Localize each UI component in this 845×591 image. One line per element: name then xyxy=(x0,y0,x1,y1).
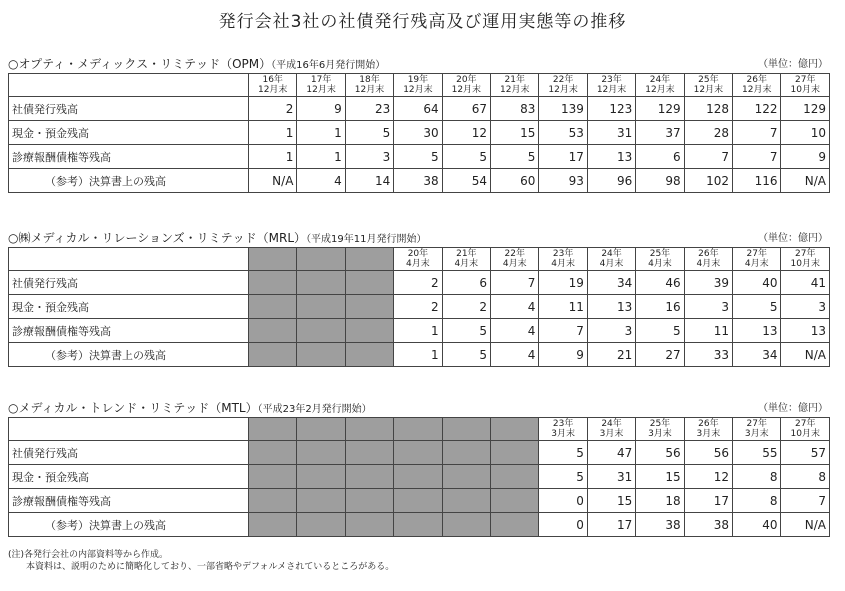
table-row xyxy=(9,169,830,193)
value-cell: N/A xyxy=(781,343,830,367)
period-year: 17年 xyxy=(310,75,332,85)
value-cell: 98 xyxy=(636,169,684,193)
row-label: 社債発行残高 xyxy=(9,97,249,121)
shaded-header-cell xyxy=(345,248,393,271)
shaded-cell xyxy=(394,441,442,465)
period-year: 24年 xyxy=(601,249,622,259)
value-cell: 1 xyxy=(249,145,297,169)
footnotes xyxy=(8,549,394,573)
value-cell: 1 xyxy=(249,121,297,145)
period-month: 12月末 xyxy=(596,85,627,95)
unit-label: （単位：億円） xyxy=(758,59,828,70)
shaded-cell xyxy=(297,441,345,465)
period-header xyxy=(587,418,635,441)
value-cell: 9 xyxy=(539,343,587,367)
period-header xyxy=(539,74,587,97)
value-cell: 8 xyxy=(781,465,830,489)
period-year: 20年 xyxy=(407,249,429,259)
period-month: 3月末 xyxy=(599,429,624,439)
shaded-cell xyxy=(394,489,442,513)
value-cell: 37 xyxy=(636,121,684,145)
table-row xyxy=(9,271,830,295)
header-row xyxy=(9,418,830,441)
value-cell: 4 xyxy=(491,343,539,367)
section-header xyxy=(8,400,830,416)
period-month: 3月末 xyxy=(551,429,575,439)
period-year: 26年 xyxy=(698,249,719,259)
value-cell: 15 xyxy=(636,465,684,489)
shaded-cell xyxy=(345,271,393,295)
period-header xyxy=(684,418,732,441)
period-year: 19年 xyxy=(407,75,429,85)
period-header xyxy=(442,74,490,97)
table-row xyxy=(9,145,830,169)
shaded-cell xyxy=(394,465,442,489)
table-row xyxy=(9,295,830,319)
row-label: 診療報酬債権等残高 xyxy=(9,489,249,513)
value-cell: 46 xyxy=(636,271,684,295)
value-cell: 2 xyxy=(442,295,490,319)
value-cell: 17 xyxy=(684,489,732,513)
value-cell: 41 xyxy=(781,271,830,295)
table-row xyxy=(9,465,830,489)
period-month: 12月末 xyxy=(354,85,385,95)
value-cell: 14 xyxy=(345,169,393,193)
value-cell: 7 xyxy=(733,145,781,169)
period-month: 12月末 xyxy=(403,85,433,95)
value-cell: 96 xyxy=(587,169,635,193)
shaded-cell xyxy=(345,343,393,367)
period-year: 20年 xyxy=(456,75,477,85)
shaded-cell xyxy=(345,319,393,343)
value-cell: 7 xyxy=(491,271,539,295)
period-header xyxy=(491,74,539,97)
value-cell: 17 xyxy=(587,513,635,537)
period-year: 22年 xyxy=(504,249,525,259)
value-cell: 1 xyxy=(297,121,345,145)
period-month: 12月末 xyxy=(693,85,724,95)
value-cell: 34 xyxy=(587,271,635,295)
value-cell: 102 xyxy=(684,169,732,193)
value-cell: 40 xyxy=(733,513,781,537)
page-title: 発行会社3社の社債発行残高及び運用実態等の推移 xyxy=(218,12,627,32)
data-table xyxy=(8,247,830,367)
value-cell: 13 xyxy=(733,319,781,343)
value-cell: 9 xyxy=(297,97,345,121)
table-row xyxy=(9,489,830,513)
period-header xyxy=(394,248,442,271)
period-header xyxy=(249,74,297,97)
value-cell: 129 xyxy=(636,97,684,121)
value-cell: 21 xyxy=(587,343,635,367)
value-cell: 56 xyxy=(684,441,732,465)
value-cell: 3 xyxy=(345,145,393,169)
period-header xyxy=(636,248,684,271)
value-cell: 2 xyxy=(249,97,297,121)
value-cell: 12 xyxy=(442,121,490,145)
period-year: 27年 xyxy=(746,249,767,259)
value-cell: 11 xyxy=(539,295,587,319)
value-cell: 34 xyxy=(733,343,781,367)
company-name: ○㈱メディカル・リレーションズ・リミテッド（MRL） xyxy=(8,231,307,245)
period-year: 26年 xyxy=(746,75,767,85)
period-month: 12月末 xyxy=(645,85,675,95)
period-month: 12月末 xyxy=(548,85,578,95)
issue-start-note: （平成19年11月発行開始） xyxy=(306,234,427,245)
period-header xyxy=(733,418,781,441)
period-header xyxy=(491,248,539,271)
period-month: 4月末 xyxy=(744,259,769,269)
value-cell: 116 xyxy=(733,169,781,193)
period-month: 3月末 xyxy=(696,429,721,439)
header-row xyxy=(9,74,830,97)
shaded-cell xyxy=(491,513,539,537)
shaded-cell xyxy=(394,513,442,537)
value-cell: 47 xyxy=(587,441,635,465)
period-header xyxy=(636,418,684,441)
period-month: 12月末 xyxy=(306,85,336,95)
row-label: 現金・預金残高 xyxy=(9,295,249,319)
table-row xyxy=(9,513,830,537)
shaded-cell xyxy=(491,489,539,513)
period-year: 18年 xyxy=(359,75,380,85)
value-cell: 2 xyxy=(394,271,442,295)
period-year: 26年 xyxy=(698,419,719,429)
shaded-cell xyxy=(297,295,345,319)
row-label: 診療報酬債権等残高 xyxy=(9,319,249,343)
period-year: 25年 xyxy=(649,249,671,259)
value-cell: 4 xyxy=(491,319,539,343)
value-cell: 5 xyxy=(442,145,490,169)
shaded-cell xyxy=(249,271,297,295)
table-row xyxy=(9,121,830,145)
period-month: 4月末 xyxy=(454,259,479,269)
period-header xyxy=(587,248,635,271)
value-cell: 11 xyxy=(684,319,732,343)
table-row xyxy=(9,319,830,343)
footnote-2: 本資料は、説明のために簡略化しており、一部省略やデフォルメされているところがある。 xyxy=(26,562,395,572)
value-cell: 18 xyxy=(636,489,684,513)
section-header xyxy=(8,56,830,72)
value-cell: 0 xyxy=(539,513,587,537)
value-cell: 38 xyxy=(394,169,442,193)
value-cell: 54 xyxy=(442,169,490,193)
unit-label: （単位：億円） xyxy=(758,403,828,414)
shaded-cell xyxy=(345,513,393,537)
section-title xyxy=(8,56,385,74)
value-cell: 7 xyxy=(781,489,830,513)
data-table xyxy=(8,73,830,193)
value-cell: 57 xyxy=(781,441,830,465)
period-month: 12月末 xyxy=(742,85,772,95)
value-cell: 55 xyxy=(733,441,781,465)
period-year: 23年 xyxy=(552,419,574,429)
table-row xyxy=(9,441,830,465)
period-month: 4月末 xyxy=(696,259,721,269)
shaded-cell xyxy=(297,271,345,295)
value-cell: 122 xyxy=(733,97,781,121)
company-name: ○オプティ・メディックス・リミテッド（OPM） xyxy=(8,57,272,71)
value-cell: 7 xyxy=(539,319,587,343)
shaded-header-cell xyxy=(442,418,490,441)
shaded-cell xyxy=(345,465,393,489)
issue-start-note: （平成23年2月発行開始） xyxy=(257,404,372,415)
value-cell: 1 xyxy=(297,145,345,169)
period-header xyxy=(733,248,781,271)
data-table xyxy=(8,417,830,537)
value-cell: 2 xyxy=(394,295,442,319)
value-cell: 67 xyxy=(442,97,490,121)
value-cell: 1 xyxy=(394,343,442,367)
period-month: 4月末 xyxy=(648,259,672,269)
value-cell: 7 xyxy=(733,121,781,145)
value-cell: 23 xyxy=(345,97,393,121)
section-header xyxy=(8,230,830,246)
value-cell: 3 xyxy=(587,319,635,343)
period-header xyxy=(297,74,345,97)
value-cell: 33 xyxy=(684,343,732,367)
value-cell: 15 xyxy=(587,489,635,513)
shaded-header-cell xyxy=(491,418,539,441)
shaded-header-cell xyxy=(297,248,345,271)
shaded-cell xyxy=(297,513,345,537)
value-cell: 83 xyxy=(491,97,539,121)
value-cell: 12 xyxy=(684,465,732,489)
value-cell: N/A xyxy=(781,513,830,537)
period-year: 27年 xyxy=(746,419,767,429)
period-year: 25年 xyxy=(698,75,719,85)
value-cell: 27 xyxy=(636,343,684,367)
period-year: 27年 xyxy=(795,419,816,429)
section-title xyxy=(8,400,372,418)
value-cell: 30 xyxy=(394,121,442,145)
value-cell: 40 xyxy=(733,271,781,295)
value-cell: 9 xyxy=(781,145,830,169)
value-cell: 39 xyxy=(684,271,732,295)
value-cell: 8 xyxy=(733,465,781,489)
period-year: 21年 xyxy=(504,75,525,85)
period-header xyxy=(442,248,490,271)
value-cell: 93 xyxy=(539,169,587,193)
shaded-header-cell xyxy=(297,418,345,441)
period-header xyxy=(394,74,442,97)
section-title xyxy=(8,230,427,248)
row-label: 診療報酬債権等残高 xyxy=(9,145,249,169)
company-name: ○メディカル・トレンド・リミテッド（MTL） xyxy=(8,401,258,415)
shaded-cell xyxy=(297,465,345,489)
value-cell: N/A xyxy=(249,169,297,193)
value-cell: 5 xyxy=(442,319,490,343)
header-corner xyxy=(9,418,249,441)
period-month: 4月末 xyxy=(502,259,527,269)
value-cell: 60 xyxy=(491,169,539,193)
value-cell: 1 xyxy=(394,319,442,343)
value-cell: 139 xyxy=(539,97,587,121)
shaded-cell xyxy=(442,465,490,489)
shaded-cell xyxy=(491,441,539,465)
value-cell: 0 xyxy=(539,489,587,513)
shaded-cell xyxy=(345,441,393,465)
value-cell: 5 xyxy=(442,343,490,367)
value-cell: 4 xyxy=(297,169,345,193)
shaded-cell xyxy=(249,513,297,537)
value-cell: 5 xyxy=(394,145,442,169)
shaded-cell xyxy=(442,489,490,513)
period-year: 21年 xyxy=(456,249,477,259)
shaded-cell xyxy=(491,465,539,489)
row-label: 社債発行残高 xyxy=(9,441,249,465)
value-cell: 3 xyxy=(781,295,830,319)
row-label: （参考）決算書上の残高 xyxy=(9,513,249,537)
period-month: 12月末 xyxy=(257,85,288,95)
shaded-cell xyxy=(345,489,393,513)
shaded-cell xyxy=(249,489,297,513)
value-cell: 5 xyxy=(539,465,587,489)
shaded-cell xyxy=(249,295,297,319)
period-year: 23年 xyxy=(552,249,574,259)
footnote-1: (注)各発行会社の内部資料等から作成。 xyxy=(8,550,169,560)
value-cell: 38 xyxy=(636,513,684,537)
shaded-cell xyxy=(249,319,297,343)
row-label: （参考）決算書上の残高 xyxy=(9,343,249,367)
value-cell: 16 xyxy=(636,295,684,319)
value-cell: 5 xyxy=(636,319,684,343)
shaded-header-cell xyxy=(249,418,297,441)
period-year: 27年 xyxy=(795,75,816,85)
period-month: 10月末 xyxy=(790,259,820,269)
value-cell: 5 xyxy=(345,121,393,145)
period-year: 24年 xyxy=(601,419,622,429)
shaded-cell xyxy=(297,489,345,513)
value-cell: 10 xyxy=(781,121,830,145)
period-header xyxy=(781,418,830,441)
value-cell: 56 xyxy=(636,441,684,465)
period-year: 25年 xyxy=(649,419,671,429)
value-cell: 15 xyxy=(491,121,539,145)
issue-start-note: （平成16年6月発行開始） xyxy=(271,60,386,71)
period-year: 24年 xyxy=(649,75,671,85)
period-header xyxy=(539,248,587,271)
period-header xyxy=(539,418,587,441)
value-cell: 5 xyxy=(539,441,587,465)
value-cell: 128 xyxy=(684,97,732,121)
shaded-header-cell xyxy=(345,418,393,441)
period-year: 16年 xyxy=(262,75,283,85)
value-cell: 5 xyxy=(733,295,781,319)
value-cell: 13 xyxy=(587,145,635,169)
row-label: 社債発行残高 xyxy=(9,271,249,295)
value-cell: 129 xyxy=(781,97,830,121)
shaded-cell xyxy=(442,513,490,537)
period-month: 12月末 xyxy=(500,85,530,95)
value-cell: 13 xyxy=(587,295,635,319)
value-cell: 31 xyxy=(587,121,635,145)
row-label: 現金・預金残高 xyxy=(9,121,249,145)
period-header xyxy=(587,74,635,97)
value-cell: 17 xyxy=(539,145,587,169)
value-cell: 5 xyxy=(491,145,539,169)
period-header xyxy=(684,74,732,97)
period-month: 3月末 xyxy=(648,429,672,439)
period-header xyxy=(781,74,830,97)
value-cell: 38 xyxy=(684,513,732,537)
row-label: （参考）決算書上の残高 xyxy=(9,169,249,193)
shaded-header-cell xyxy=(394,418,442,441)
value-cell: 3 xyxy=(684,295,732,319)
header-row xyxy=(9,248,830,271)
shaded-cell xyxy=(249,465,297,489)
period-header xyxy=(636,74,684,97)
shaded-cell xyxy=(297,319,345,343)
table-row xyxy=(9,97,830,121)
period-header xyxy=(345,74,393,97)
period-month: 4月末 xyxy=(551,259,575,269)
header-corner xyxy=(9,74,249,97)
value-cell: N/A xyxy=(781,169,830,193)
period-month: 12月末 xyxy=(451,85,482,95)
shaded-header-cell xyxy=(249,248,297,271)
shaded-cell xyxy=(249,441,297,465)
period-month: 10月末 xyxy=(790,429,820,439)
period-month: 4月末 xyxy=(406,259,430,269)
value-cell: 31 xyxy=(587,465,635,489)
header-corner xyxy=(9,248,249,271)
value-cell: 7 xyxy=(684,145,732,169)
value-cell: 123 xyxy=(587,97,635,121)
period-year: 22年 xyxy=(552,75,574,85)
value-cell: 8 xyxy=(733,489,781,513)
value-cell: 28 xyxy=(684,121,732,145)
row-label: 現金・預金残高 xyxy=(9,465,249,489)
period-header xyxy=(684,248,732,271)
period-month: 4月末 xyxy=(599,259,624,269)
period-month: 10月末 xyxy=(790,85,820,95)
shaded-cell xyxy=(297,343,345,367)
unit-label: （単位：億円） xyxy=(758,233,828,244)
shaded-cell xyxy=(442,441,490,465)
value-cell: 6 xyxy=(636,145,684,169)
value-cell: 53 xyxy=(539,121,587,145)
period-year: 27年 xyxy=(795,249,816,259)
period-month: 3月末 xyxy=(744,429,769,439)
value-cell: 19 xyxy=(539,271,587,295)
value-cell: 13 xyxy=(781,319,830,343)
shaded-cell xyxy=(345,295,393,319)
table-row xyxy=(9,343,830,367)
period-header xyxy=(733,74,781,97)
shaded-cell xyxy=(249,343,297,367)
value-cell: 4 xyxy=(491,295,539,319)
period-header xyxy=(781,248,830,271)
period-year: 23年 xyxy=(601,75,622,85)
value-cell: 64 xyxy=(394,97,442,121)
value-cell: 6 xyxy=(442,271,490,295)
